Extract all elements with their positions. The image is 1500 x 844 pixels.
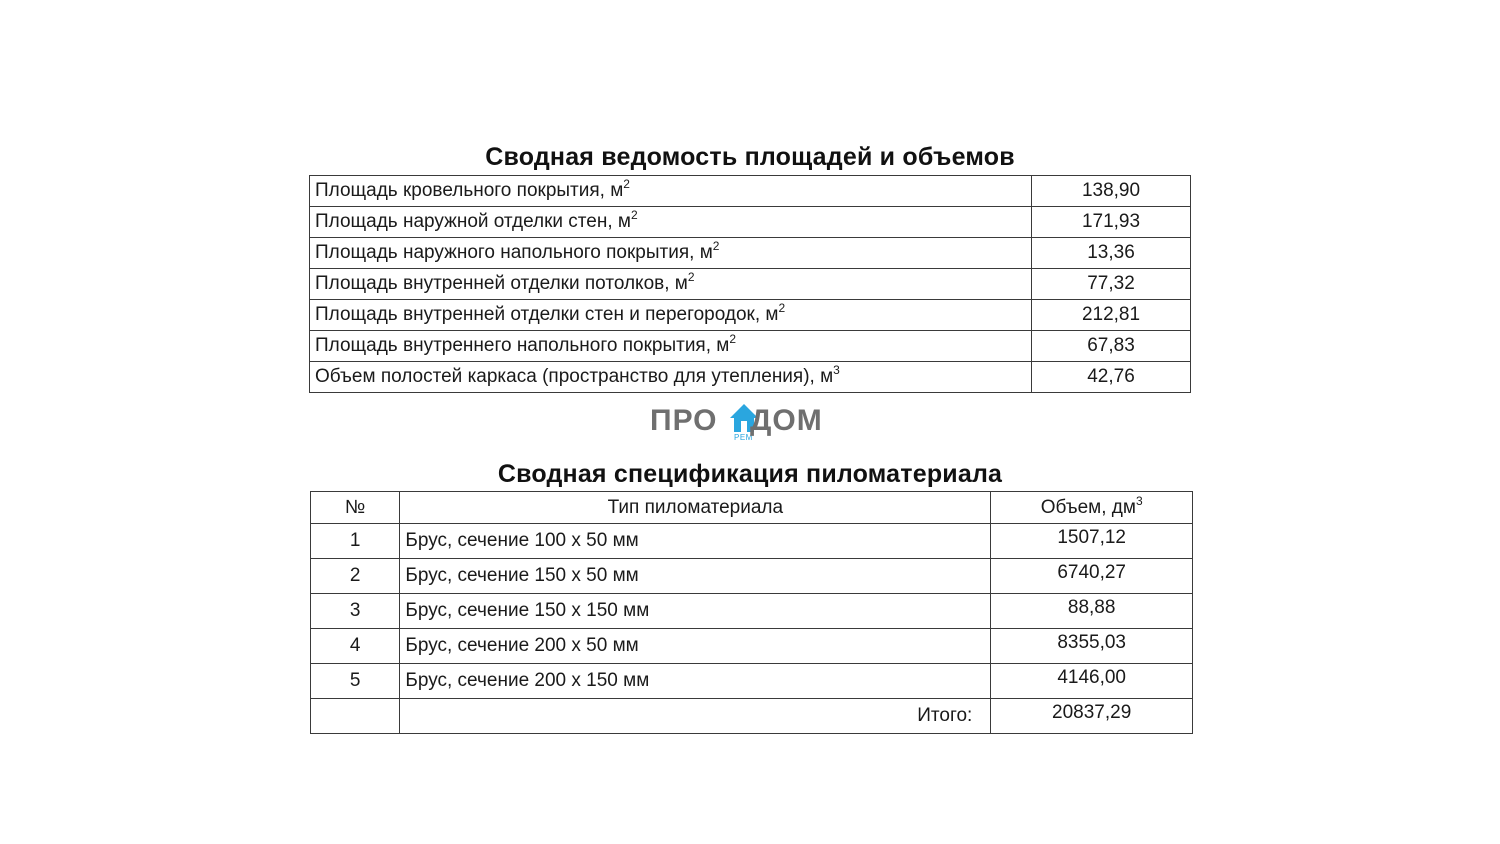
areas-table — [309, 175, 1191, 393]
total-volume: 20837,29 — [991, 699, 1193, 734]
area-label: Площадь кровельного покрытия, $м^2$ — [310, 176, 1032, 207]
lumber-volume: 4146,00 — [991, 664, 1193, 699]
area-label: Объем полостей каркаса (пространство для утепления), $м^3$ — [310, 362, 1032, 393]
area-value: 67,83 — [1032, 331, 1191, 362]
area-value: 13,36 — [1032, 238, 1191, 269]
table-row — [311, 524, 1193, 559]
logo-text-right: ДОМ — [750, 404, 823, 437]
lumber-type: Брус, сечение 200 х 150 мм — [400, 664, 991, 699]
table-row — [311, 629, 1193, 664]
lumber-volume: 88,88 — [991, 594, 1193, 629]
area-value: 212,81 — [1032, 300, 1191, 331]
area-value: 77,32 — [1032, 269, 1191, 300]
lumber-type: Брус, сечение 150 х 150 мм — [400, 594, 991, 629]
total-empty-cell — [311, 699, 400, 734]
area-value: 171,93 — [1032, 207, 1191, 238]
total-label: Итого: — [400, 699, 991, 734]
table-total-row — [311, 699, 1193, 734]
table-row — [310, 300, 1191, 331]
logo-text-left: ПРО — [650, 404, 718, 437]
table-row — [311, 664, 1193, 699]
logo-subtext: РЕМ — [734, 433, 753, 442]
table-row — [310, 207, 1191, 238]
lumber-volume: 1507,12 — [991, 524, 1193, 559]
table-row — [311, 559, 1193, 594]
column-header-type: Тип пиломатериала — [400, 492, 991, 524]
lumber-volume: 6740,27 — [991, 559, 1193, 594]
prodom-logo — [650, 402, 850, 444]
lumber-type: Брус, сечение 100 х 50 мм — [400, 524, 991, 559]
column-header-volume: Объем, $дм^3$ — [991, 492, 1193, 524]
area-value: 42,76 — [1032, 362, 1191, 393]
row-number: 2 — [311, 559, 400, 594]
lumber-volume: 8355,03 — [991, 629, 1193, 664]
table-header-row — [311, 492, 1193, 524]
area-label: Площадь наружного напольного покрытия, $м^2$ — [310, 238, 1032, 269]
lumber-table-title: Сводная спецификация пиломатериала — [497, 460, 1003, 488]
row-number: 3 — [311, 594, 400, 629]
table-row — [311, 594, 1193, 629]
row-number: 1 — [311, 524, 400, 559]
areas-table-title: Сводная ведомость площадей и объемов — [485, 143, 1015, 171]
area-value: 138,90 — [1032, 176, 1191, 207]
table-row — [310, 269, 1191, 300]
lumber-type: Брус, сечение 200 х 50 мм — [400, 629, 991, 664]
area-label: Площадь внутренней отделки потолков, $м^2$ — [310, 269, 1032, 300]
column-header-number: № — [311, 492, 400, 524]
area-label: Площадь наружной отделки стен, $м^2$ — [310, 207, 1032, 238]
table-row — [310, 362, 1191, 393]
area-label: Площадь внутреннего напольного покрытия, $м^2$ — [310, 331, 1032, 362]
table-row — [310, 238, 1191, 269]
lumber-type: Брус, сечение 150 х 50 мм — [400, 559, 991, 594]
table-row — [310, 331, 1191, 362]
area-label: Площадь внутренней отделки стен и перегородок, $м^2$ — [310, 300, 1032, 331]
row-number: 5 — [311, 664, 400, 699]
table-row — [310, 176, 1191, 207]
row-number: 4 — [311, 629, 400, 664]
lumber-table — [310, 491, 1193, 734]
